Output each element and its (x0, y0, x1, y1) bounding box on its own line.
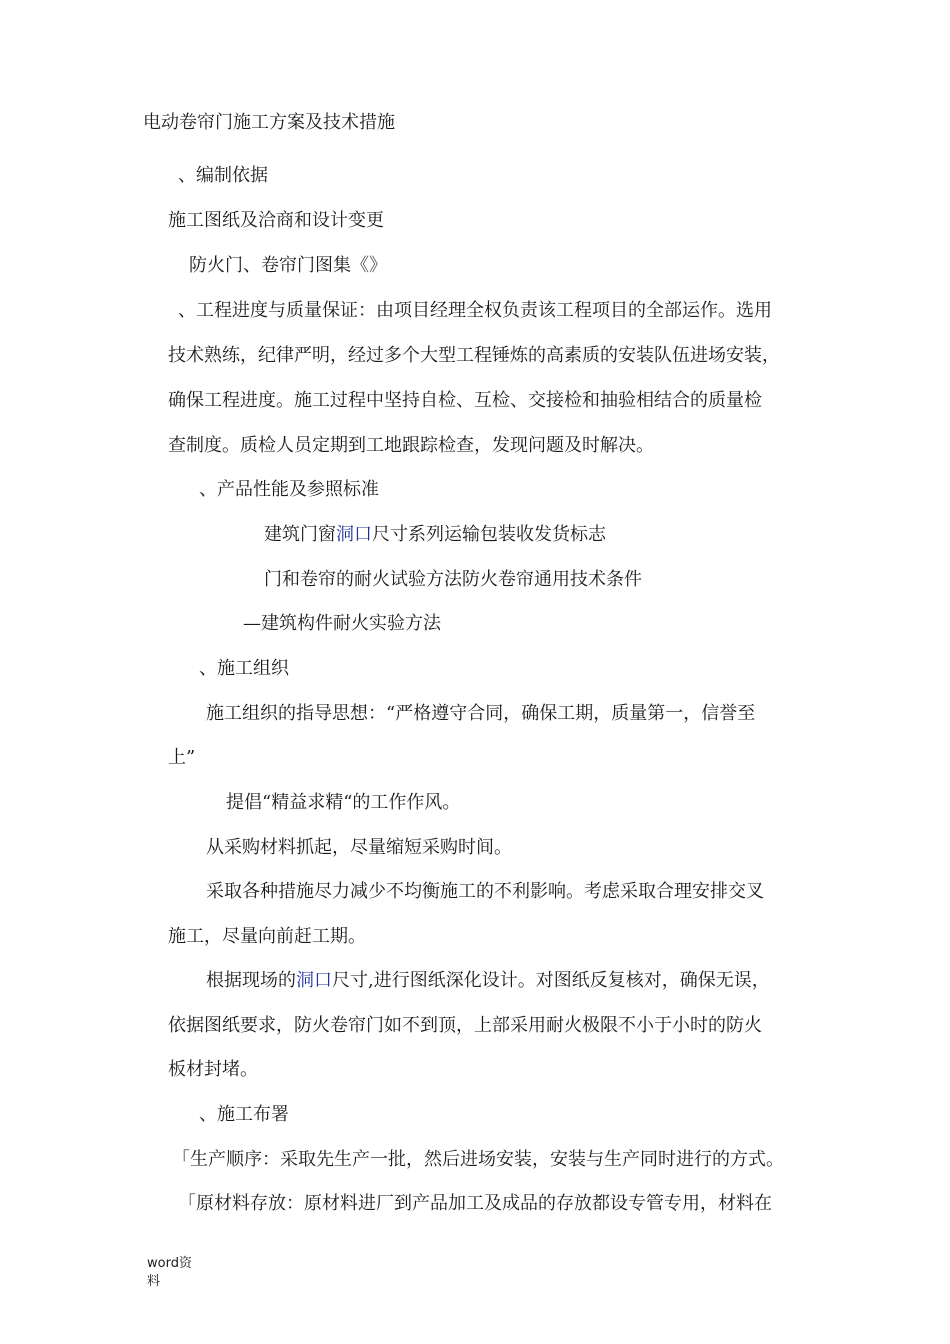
text-run: 建筑门窗 (264, 524, 336, 545)
text-run: 根据现场的 (206, 970, 296, 991)
paragraph-line: 、工程进度与质量保证：由项目经理全权负责该工程项目的全部运作。选用 (178, 300, 772, 321)
paragraph-line: 上” (168, 747, 196, 768)
highlighted-term: 洞口 (336, 524, 372, 545)
paragraph: —建筑构件耐火实验方法 (243, 613, 441, 634)
paragraph: 施工图纸及洽商和设计变更 (168, 210, 384, 231)
paragraph: 「原材料存放：原材料进厂到产品加工及成品的存放都设专管专用，材料在 (178, 1193, 772, 1214)
section-heading-1: 、编制依据 (178, 165, 268, 186)
paragraph: 门和卷帘的耐火试验方法防火卷帘通用技术条件 (264, 569, 642, 590)
document-title: 电动卷帘门施工方案及技术措施 (143, 112, 395, 133)
highlighted-term: 洞口 (296, 970, 332, 991)
section-heading-3: 、产品性能及参照标准 (199, 479, 379, 500)
text-run: 尺寸,进行图纸深化设计。对图纸反复核对，确保无误， (332, 970, 770, 991)
paragraph: 防火门、卷帘门图集《》 (189, 255, 387, 276)
paragraph (264, 523, 606, 547)
paragraph-line (206, 969, 770, 993)
paragraph-line: 技术熟练，纪律严明，经过多个大型工程锤炼的高素质的安装队伍进场安装， (168, 345, 780, 366)
paragraph: 从采购材料抓起，尽量缩短采购时间。 (206, 837, 512, 858)
paragraph-line: 依据图纸要求，防火卷帘门如不到顶，上部采用耐火极限不小于小时的防火 (168, 1015, 762, 1036)
paragraph: 「生产顺序：采取先生产一批，然后进场安装，安装与生产同时进行的方式。 (172, 1149, 784, 1170)
paragraph-line: 施工，尽量向前赶工期。 (168, 926, 366, 947)
paragraph-line: 确保工程进度。施工过程中坚持自检、互检、交接检和抽验相结合的质量检 (168, 390, 762, 411)
footer-label: word资 (147, 1256, 192, 1271)
paragraph: 提倡“精益求精“的工作作风。 (226, 792, 461, 813)
section-heading-4: 、施工组织 (199, 658, 289, 679)
paragraph-line: 采取各种措施尽力减少不均衡施工的不利影响。考虑采取合理安排交叉 (206, 881, 764, 902)
paragraph-line: 施工组织的指导思想：“严格遵守合同，确保工期，质量第一，信誉至 (206, 703, 756, 724)
paragraph-line: 板材封堵。 (168, 1059, 258, 1080)
paragraph-line: 查制度。质检人员定期到工地跟踪检查，发现问题及时解决。 (168, 435, 654, 456)
footer-label: 料 (147, 1274, 161, 1289)
section-heading-5: 、施工布署 (199, 1104, 289, 1125)
text-run: 尺寸系列运输包装收发货标志 (372, 524, 606, 545)
